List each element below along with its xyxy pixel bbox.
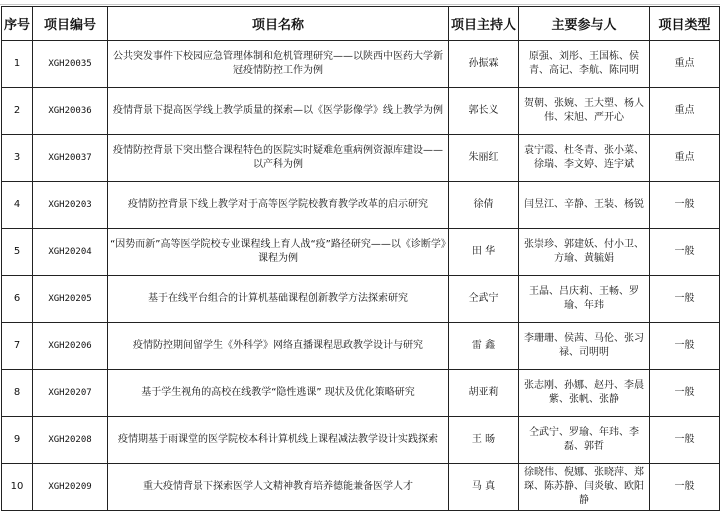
cell-host: 孙振霖: [449, 41, 519, 88]
cell-code: XGH20203: [33, 182, 108, 229]
top-divider: [0, 4, 720, 5]
table-row: [2, 182, 720, 229]
cell-code: XGH20037: [33, 135, 108, 182]
header-host: 项目主持人: [449, 7, 519, 41]
cell-seq: 2: [2, 88, 33, 135]
cell-seq: 8: [2, 370, 33, 417]
cell-name: “因势而新”高等医学院校专业课程线上育人战“疫”路径研究——以《诊断学》课程为例: [108, 229, 449, 276]
table-header-row: [2, 7, 720, 41]
cell-type: 一般: [650, 276, 720, 323]
cell-participants: 王晶、吕庆莉、王畅、罗瑜、年玮: [519, 276, 650, 323]
cell-participants: 徐晓伟、倪娜、张晓萍、郑琛、陈苏静、闫炎敏、欧阳静: [519, 464, 650, 511]
cell-code: XGH20209: [33, 464, 108, 511]
cell-participants: 张崇珍、郭建妖、付小卫、方瑜、黄毓娟: [519, 229, 650, 276]
cell-code: XGH20036: [33, 88, 108, 135]
project-table: [1, 6, 720, 511]
cell-seq: 5: [2, 229, 33, 276]
cell-code: XGH20208: [33, 417, 108, 464]
cell-type: 一般: [650, 464, 720, 511]
cell-host: 雷 鑫: [449, 323, 519, 370]
cell-code: XGH20205: [33, 276, 108, 323]
cell-participants: 张志刚、孙娜、赵丹、李晨紫、张帆、张静: [519, 370, 650, 417]
cell-host: 仝武宁: [449, 276, 519, 323]
table-row: [2, 323, 720, 370]
cell-seq: 4: [2, 182, 33, 229]
cell-name: 疫情防控背景下突出整合课程特色的医院实时疑难危重病例资源库建设——以产科为例: [108, 135, 449, 182]
cell-participants: 仝武宁、罗瑜、年玮、李磊、郭哲: [519, 417, 650, 464]
table-row: [2, 276, 720, 323]
table-row: [2, 135, 720, 182]
table-row: [2, 41, 720, 88]
header-seq: 序号: [2, 7, 33, 41]
cell-host: 朱丽红: [449, 135, 519, 182]
cell-code: XGH20035: [33, 41, 108, 88]
cell-participants: 袁宁霞、杜冬青、张小菜、徐瑞、李文婷、连宇斌: [519, 135, 650, 182]
cell-type: 一般: [650, 370, 720, 417]
cell-seq: 7: [2, 323, 33, 370]
cell-type: 重点: [650, 135, 720, 182]
cell-code: XGH20204: [33, 229, 108, 276]
cell-code: XGH20207: [33, 370, 108, 417]
header-participants: 主要参与人: [519, 7, 650, 41]
cell-host: 马 真: [449, 464, 519, 511]
cell-participants: 贺朝、张婉、王大塑、杨人伟、宋旭、严开心: [519, 88, 650, 135]
cell-name: 基于学生视角的高校在线教学“隐性逃课” 现状及优化策略研究: [108, 370, 449, 417]
cell-name: 疫情防控期间留学生《外科学》网络直播课程思政教学设计与研究: [108, 323, 449, 370]
cell-type: 重点: [650, 41, 720, 88]
table-row: [2, 88, 720, 135]
cell-type: 一般: [650, 229, 720, 276]
cell-seq: 9: [2, 417, 33, 464]
cell-type: 一般: [650, 182, 720, 229]
cell-participants: 闫昱江、辛静、王装、杨锐: [519, 182, 650, 229]
cell-code: XGH20206: [33, 323, 108, 370]
cell-name: 公共突发事件下校园应急管理体制和危机管理研究——以陕西中医药大学新冠疫情防控工作为例: [108, 41, 449, 88]
table-row: [2, 464, 720, 511]
cell-seq: 10: [2, 464, 33, 511]
cell-seq: 3: [2, 135, 33, 182]
cell-name: 疫情背景下提高医学线上教学质量的探索—以《医学影像学》线上教学为例: [108, 88, 449, 135]
cell-type: 重点: [650, 88, 720, 135]
cell-name: 基于在线平台组合的计算机基础课程创新教学方法探索研究: [108, 276, 449, 323]
cell-host: 胡亚莉: [449, 370, 519, 417]
cell-participants: 原强、刘彤、王国栋、侯青、高记、李航、陈同明: [519, 41, 650, 88]
cell-seq: 6: [2, 276, 33, 323]
cell-name: 重大疫情背景下探索医学人文精神教育培养德能兼备医学人才: [108, 464, 449, 511]
cell-type: 一般: [650, 323, 720, 370]
cell-name: 疫情期基于雨课堂的医学院校本科计算机线上课程减法教学设计实践探索: [108, 417, 449, 464]
cell-seq: 1: [2, 41, 33, 88]
table-row: [2, 370, 720, 417]
cell-type: 一般: [650, 417, 720, 464]
table-row: [2, 417, 720, 464]
header-code: 项目编号: [33, 7, 108, 41]
header-name: 项目名称: [108, 7, 449, 41]
cell-host: 徐倩: [449, 182, 519, 229]
cell-host: 王 旸: [449, 417, 519, 464]
cell-host: 郭长义: [449, 88, 519, 135]
cell-host: 田 华: [449, 229, 519, 276]
header-type: 项目类型: [650, 7, 720, 41]
cell-name: 疫情防控背景下线上教学对于高等医学院校教育教学改革的启示研究: [108, 182, 449, 229]
cell-participants: 李珊珊、侯茜、马伦、张习禄、司明明: [519, 323, 650, 370]
table-row: [2, 229, 720, 276]
